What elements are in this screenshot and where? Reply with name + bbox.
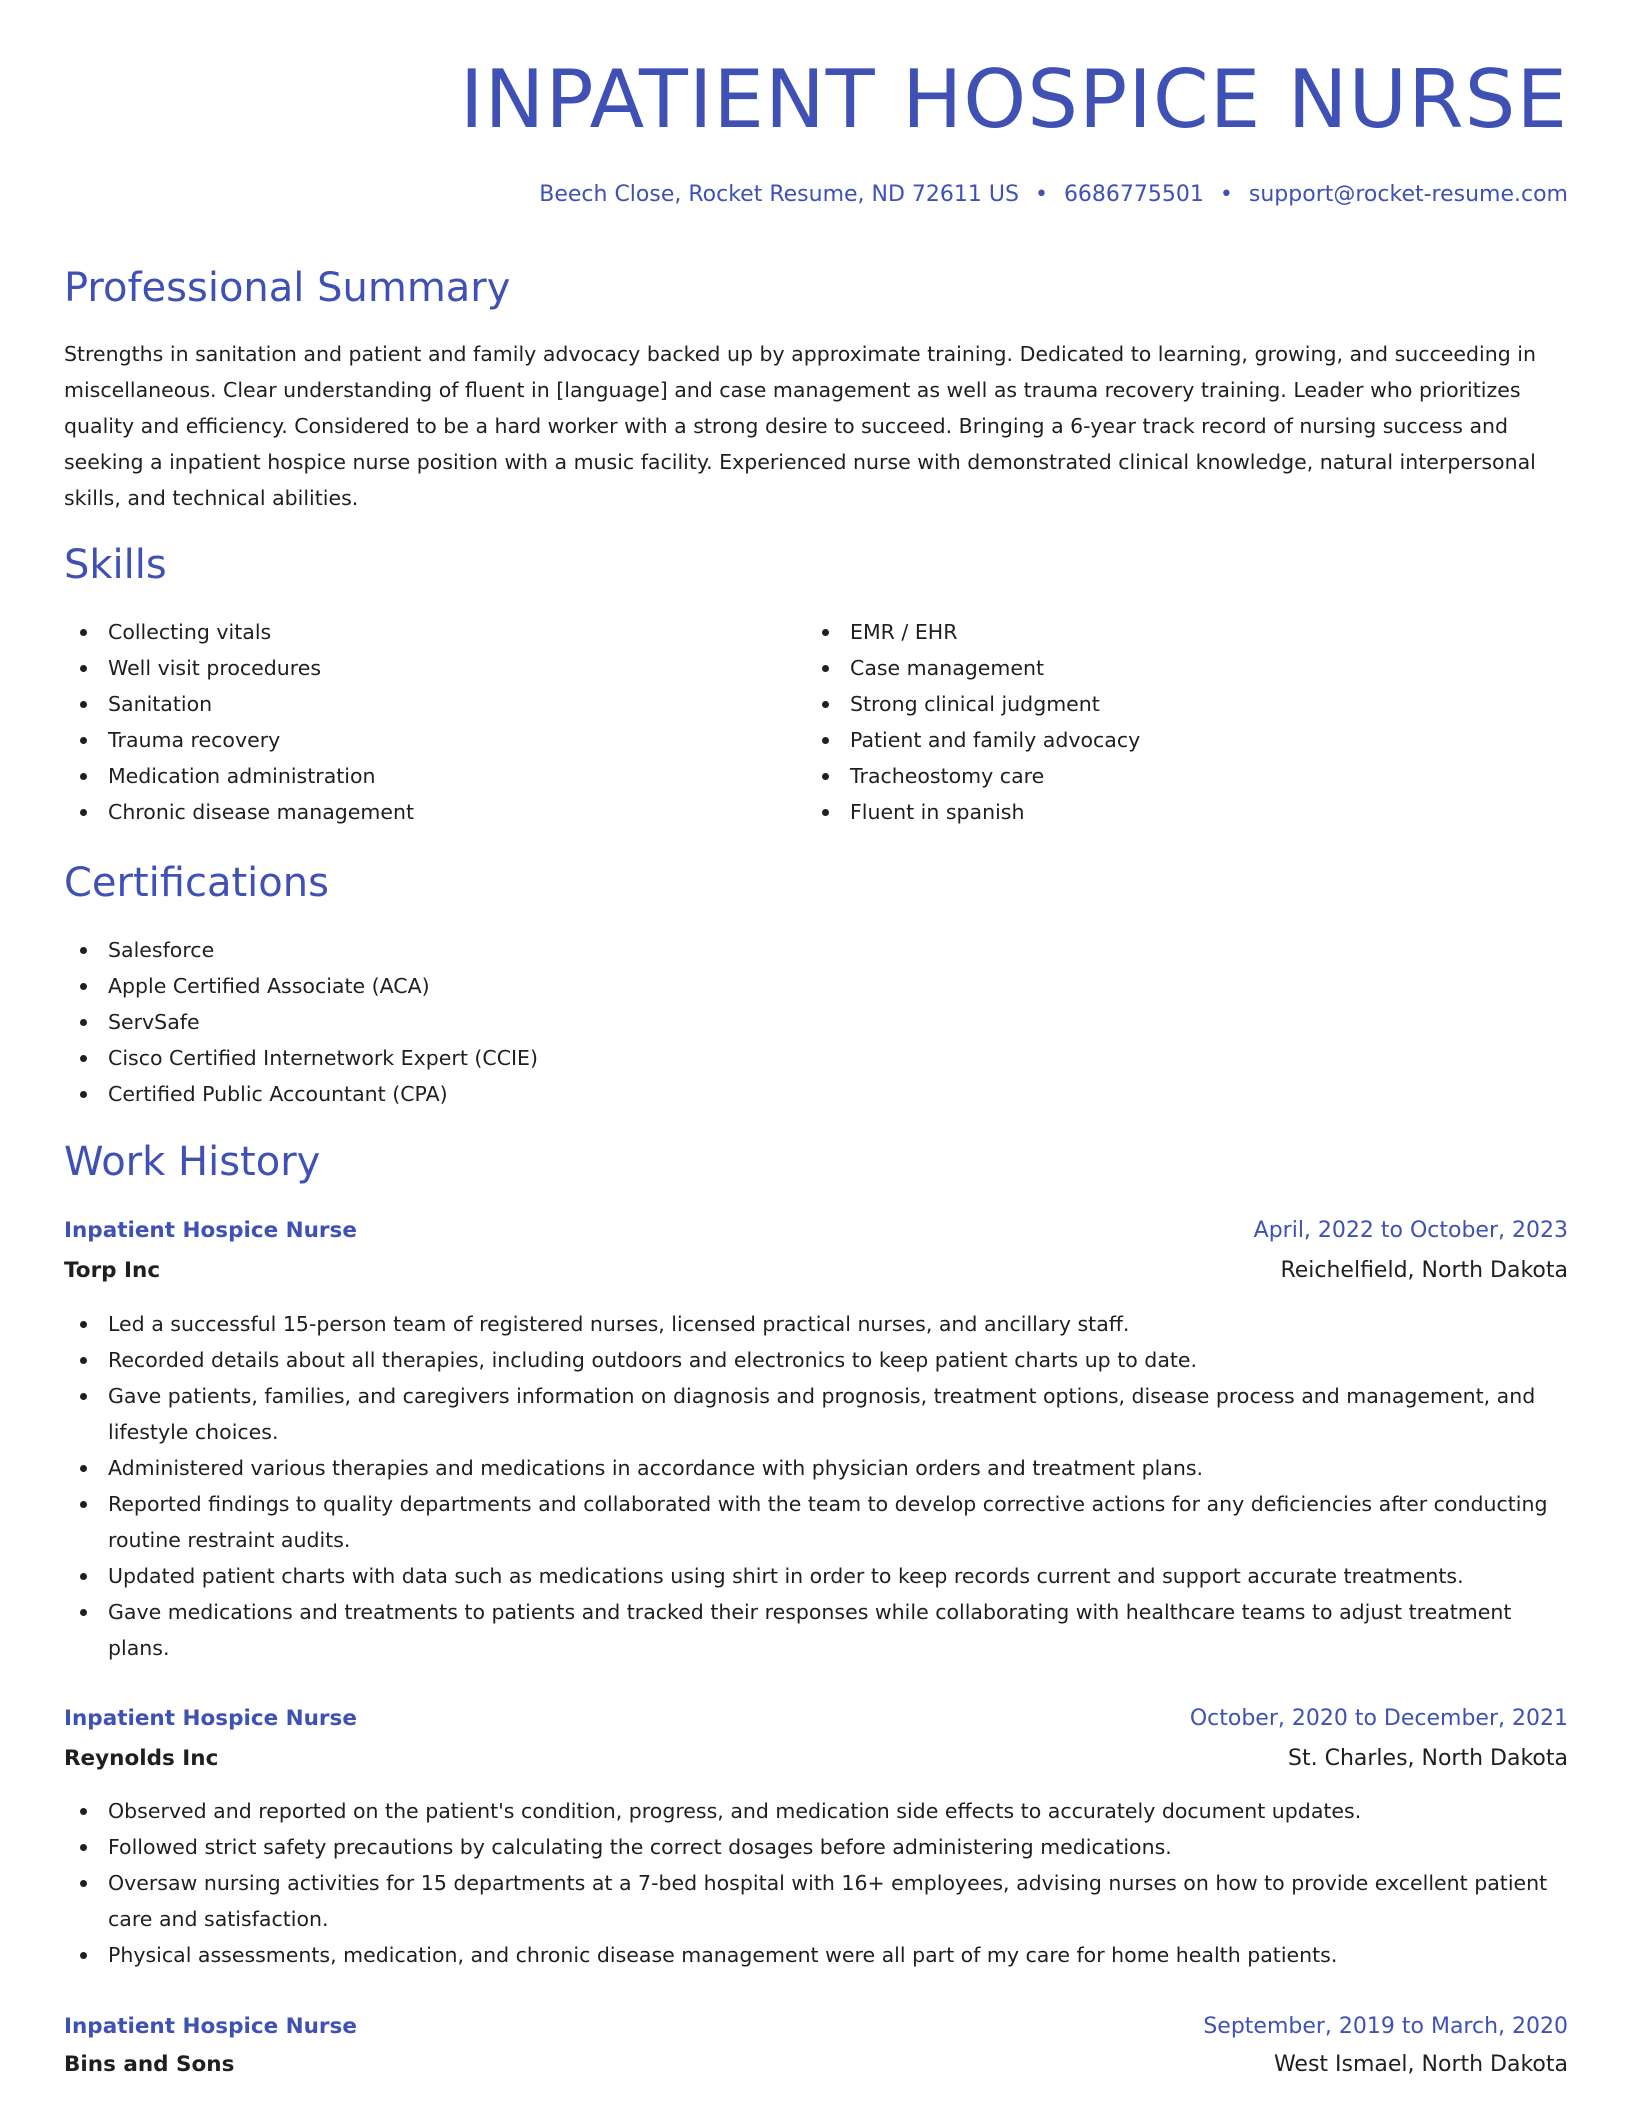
certification-item: ServSafe <box>64 1004 1568 1040</box>
skill-item: EMR / EHR <box>806 614 1546 650</box>
job-title: Inpatient Hospice Nurse <box>64 2014 357 2039</box>
work-history-heading: Work History <box>64 1139 321 1185</box>
job-subheader <box>64 1253 1568 1289</box>
job-bullet: Recorded details about all therapies, including outdoors and electronics to keep patient charts up to date. <box>64 1342 1568 1378</box>
contact-line <box>539 180 1568 210</box>
summary-heading: Professional Summary <box>64 265 511 311</box>
job-bullet: Followed strict safety precautions by calculating the correct dosages before administering medications. <box>64 1829 1568 1865</box>
skill-item: Well visit procedures <box>64 650 804 686</box>
contact-separator: • <box>1034 182 1048 207</box>
skills-heading: Skills <box>64 542 167 588</box>
job-bullet: Administered various therapies and medications in accordance with physician orders and treatment plans. <box>64 1450 1568 1486</box>
skill-item: Fluent in spanish <box>806 794 1546 830</box>
job-header <box>64 1213 1568 1249</box>
job-title: Inpatient Hospice Nurse <box>64 1218 357 1243</box>
job-bullet: Physical assessments, medication, and chronic disease management were all part of my care for home health patients. <box>64 1937 1568 1973</box>
skills-list-right <box>806 614 1546 830</box>
certification-item: Cisco Certified Internetwork Expert (CCIE) <box>64 1040 1568 1076</box>
job-bullet: Reported findings to quality departments and collaborated with the team to develop corrective actions for any deficiencies after conducting routine restraint audits. <box>64 1486 1568 1558</box>
skill-item: Chronic disease management <box>64 794 804 830</box>
contact-phone: 6686775501 <box>1063 182 1204 207</box>
job-company: Reynolds Inc <box>64 1746 219 1771</box>
job-location: West Ismael, North Dakota <box>1273 2052 1568 2077</box>
skill-item: Tracheostomy care <box>806 758 1546 794</box>
job-subheader <box>64 2047 1568 2083</box>
job-bullet: Oversaw nursing activities for 15 departments at a 7-bed hospital with 16+ employees, advising nurses on how to provide excellent patient care and satisfaction. <box>64 1865 1568 1937</box>
job-dates: September, 2019 to March, 2020 <box>1203 2014 1568 2039</box>
job-company: Bins and Sons <box>64 2052 235 2077</box>
job-bullet: Gave patients, families, and caregivers information on diagnosis and prognosis, treatment options, disease process and management, and lifestyle choices. <box>64 1378 1568 1450</box>
job-bullet: Observed and reported on the patient's condition, progress, and medication side effects to accurately document updates. <box>64 1793 1568 1829</box>
job-title: Inpatient Hospice Nurse <box>64 1706 357 1731</box>
skill-item: Collecting vitals <box>64 614 804 650</box>
skill-item: Patient and family advocacy <box>806 722 1546 758</box>
certification-item: Apple Certified Associate (ACA) <box>64 968 1568 1004</box>
job-bullet: Updated patient charts with data such as medications using shirt in order to keep records current and support accurate treatments. <box>64 1558 1568 1594</box>
contact-separator: • <box>1219 182 1233 207</box>
job-header <box>64 1701 1568 1737</box>
job-location: Reichelfield, North Dakota <box>1280 1258 1568 1283</box>
certifications-list <box>64 932 1568 1112</box>
job-subheader <box>64 1741 1568 1777</box>
summary-text: Strengths in sanitation and patient and family advocacy backed up by approximate training. Dedicated to learning, growing, and succeeding in miscellaneous. Clear understanding of fluent in [language] and case management as well as trauma recovery training. Leader who prioritizes quality and efficiency. Considered to be a hard worker with a strong desire to succeed. Bringing a 6-year track record of nursing success and seeking a inpatient hospice nurse position with a music facility. Experienced nurse with demonstrated clinical knowledge, natural interpersonal skills, and technical abilities. <box>64 342 1536 510</box>
job-location: St. Charles, North Dakota <box>1288 1746 1568 1771</box>
job-bullet: Gave medications and treatments to patients and tracked their responses while collaborating with healthcare teams to adjust treatment plans. <box>64 1594 1568 1666</box>
job-dates: October, 2020 to December, 2021 <box>1189 1706 1568 1731</box>
skill-item: Strong clinical judgment <box>806 686 1546 722</box>
job-dates: April, 2022 to October, 2023 <box>1253 1218 1568 1243</box>
skill-item: Trauma recovery <box>64 722 804 758</box>
certifications-heading: Certifications <box>64 860 329 906</box>
job-bullets <box>64 1793 1568 1973</box>
certification-item: Certified Public Accountant (CPA) <box>64 1076 1568 1112</box>
job-bullets <box>64 1306 1568 1666</box>
skills-list-left <box>64 614 804 830</box>
contact-address: Beech Close, Rocket Resume, ND 72611 US <box>539 182 1019 207</box>
job-company: Torp Inc <box>64 1258 161 1283</box>
resume-title: INPATIENT HOSPICE NURSE <box>459 53 1568 146</box>
skill-item: Sanitation <box>64 686 804 722</box>
contact-email[interactable]: support@rocket-resume.com <box>1248 182 1568 207</box>
skill-item: Medication administration <box>64 758 804 794</box>
skill-item: Case management <box>806 650 1546 686</box>
job-header <box>64 2009 1568 2045</box>
certification-item: Salesforce <box>64 932 1568 968</box>
job-bullet: Led a successful 15-person team of registered nurses, licensed practical nurses, and ancillary staff. <box>64 1306 1568 1342</box>
